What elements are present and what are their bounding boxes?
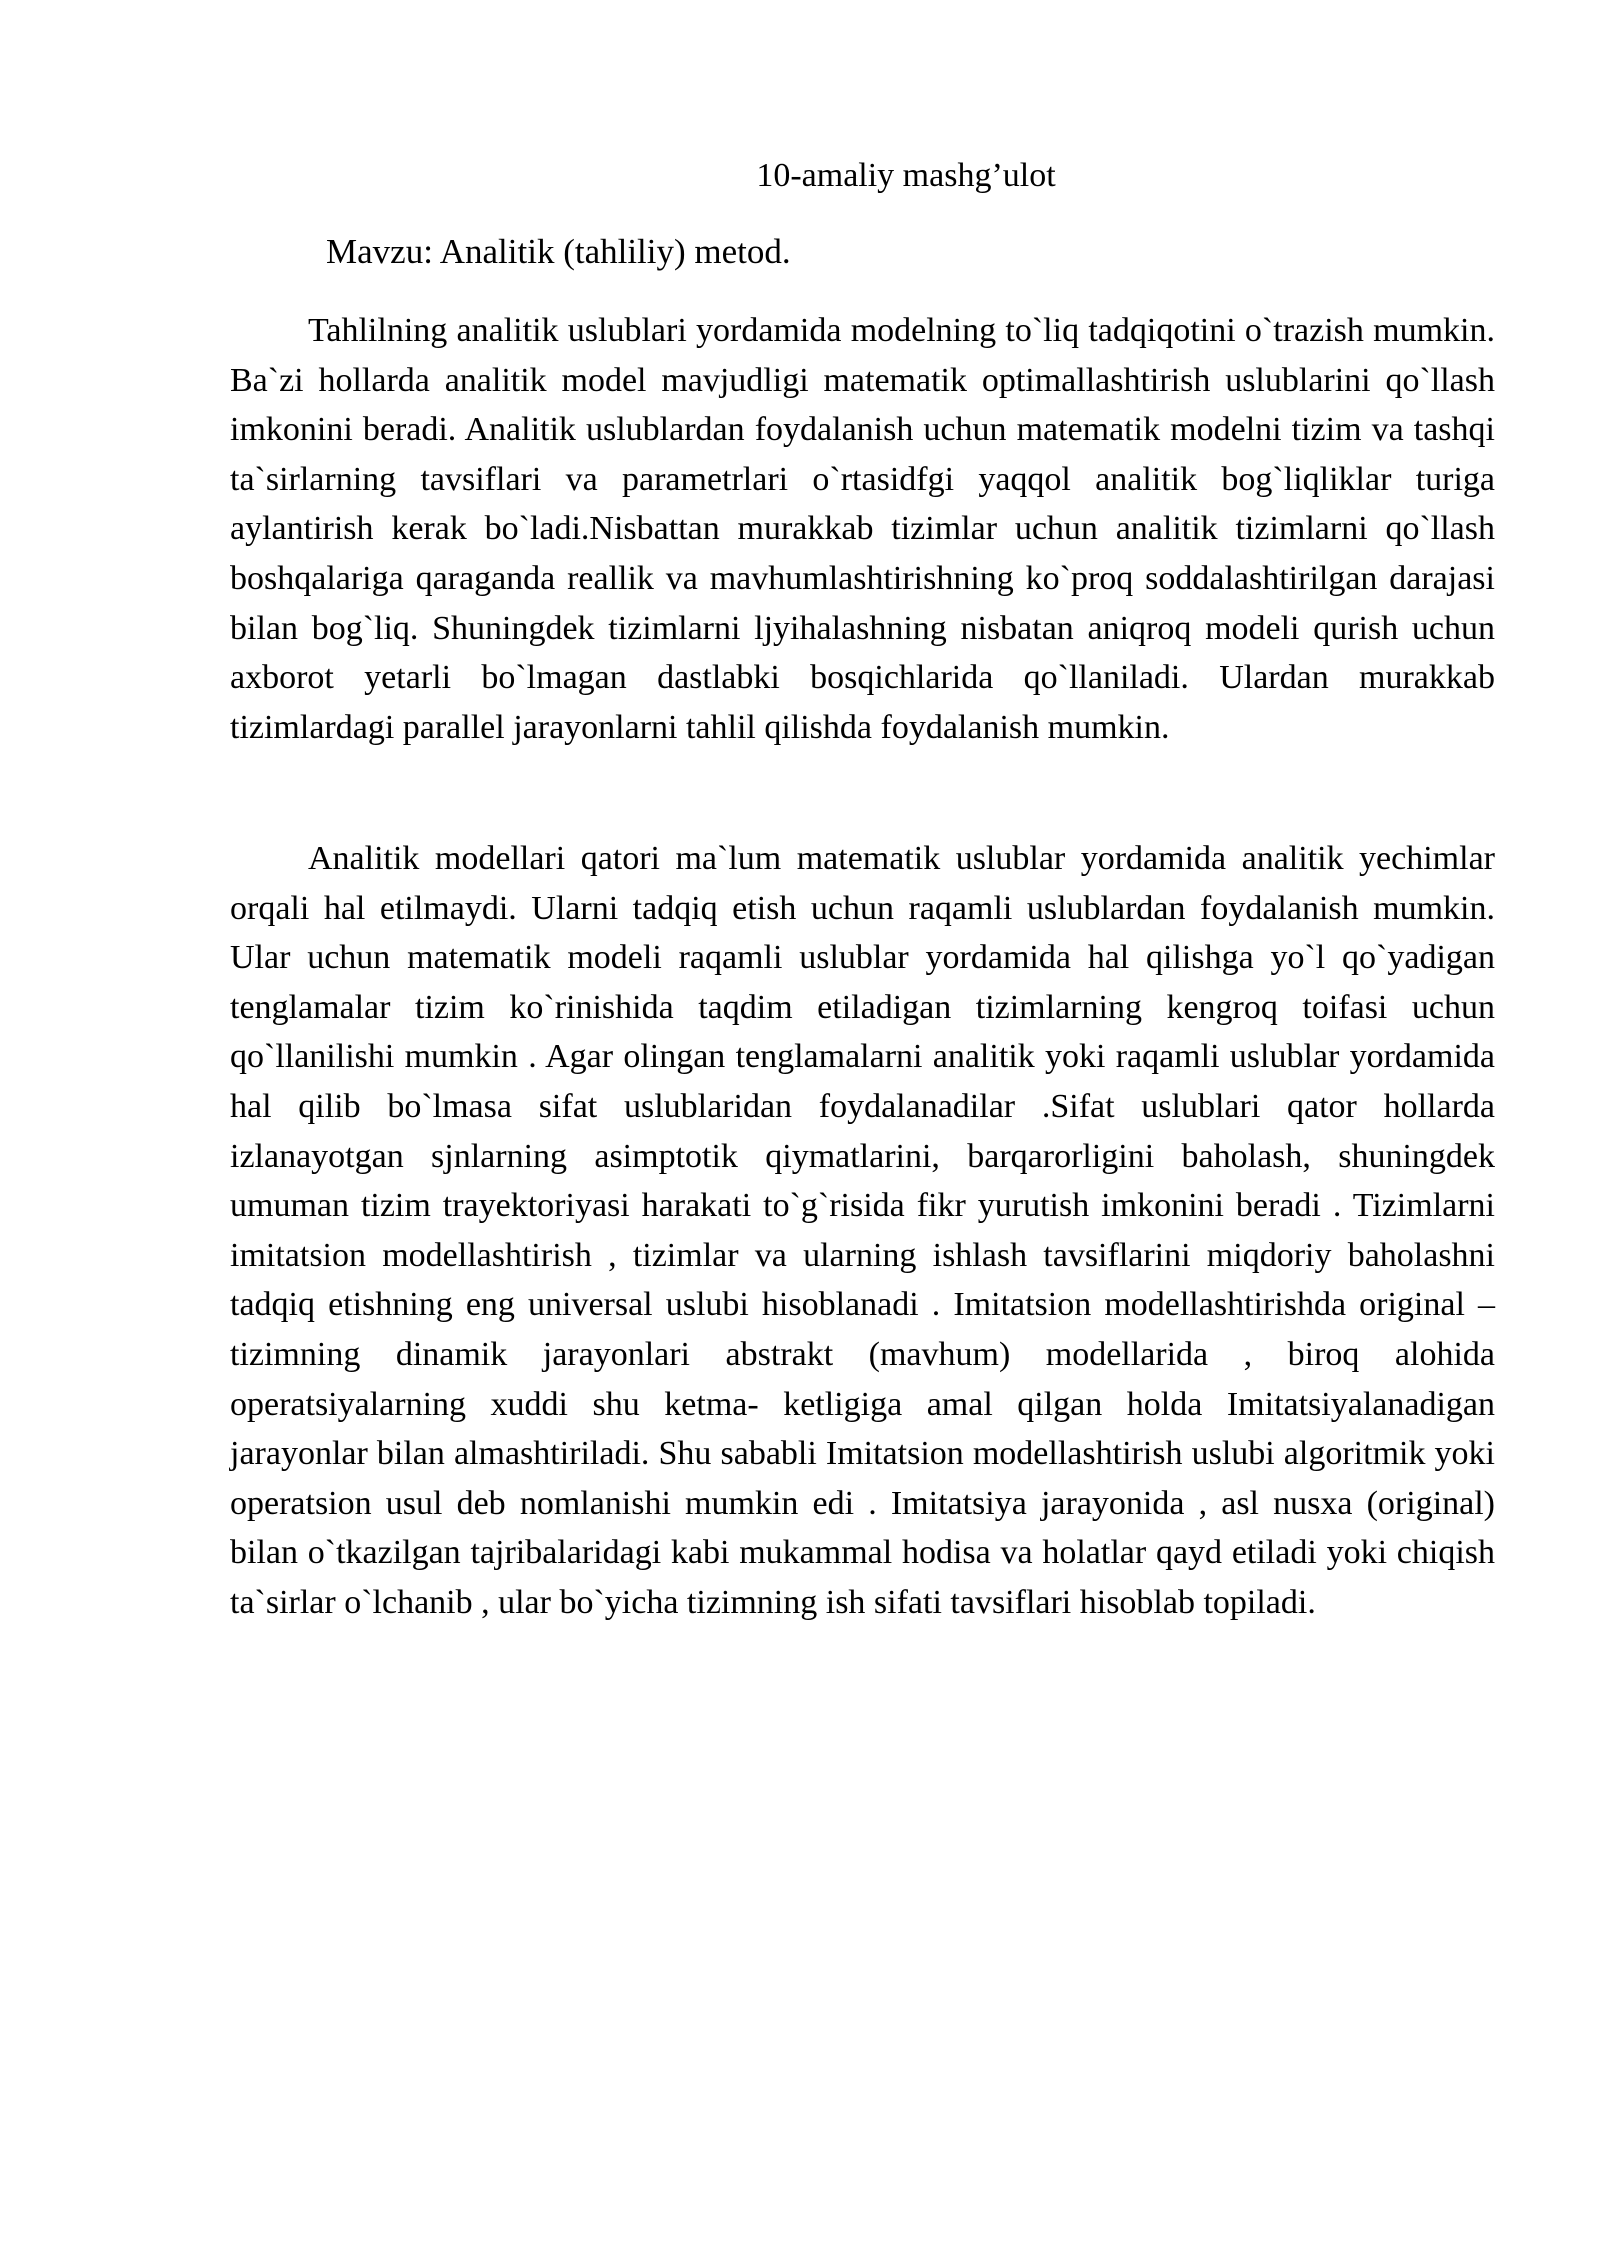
- paragraph-2: Analitik modellari qatori ma`lum matematik uslublar yordamida analitik yechimlar orqali hal etilmaydi. Ularni tadqiq etish uchun raqamli uslublardan foydalanish mumkin. Ular uchun matematik modeli raqamli uslublar yordamida hal qilishga yo`l qo`yadigan tenglamalar tizim ko`rinishida taqdim etiladigan tizimlarning kengroq toifasi uchun qo`llanilishi mumkin . Agar olingan tenglamalarni analitik yoki raqamli uslublar yordamida hal qilib bo`lmasa sifat uslublaridan foydalanadilar .Sifat uslublari qator hollarda izlanayotgan sjnlarning asimptotik qiymatlarini, barqarorligini baholash, shuningdek umuman tizim trayektoriyasi harakati to`g`risida fikr yurutish imkonini beradi . Tizimlarni imitatsion modellashtirish , tizimlar va ularning ishlash tavsiflarini miqdoriy baholashni tadqiq etishning eng universal uslubi hisoblanadi . Imitatsion modellashtirishda original – tizimning dinamik jarayonlari abstrakt (mavhum) modellarida , biroq alohida operatsiyalarning xuddi shu ketma- ketligiga amal qilgan holda Imitatsiyalanadigan jarayonlar bilan almashtiriladi. Shu sababli Imitatsion modellashtirish uslubi algoritmik yoki operatsion usul deb nomlanishi mumkin edi . Imitatsiya jarayonida , asl nusxa (original) bilan o`tkazilgan tajribalaridagi kabi mukammal hodisa va holatlar qayd etiladi yoki chiqish ta`sirlar o`lchanib , ular bo`yicha tizimning ish sifati tavsiflari hisoblab topiladi.: [230, 840, 1495, 1621]
- document-title: 10-amaliy mashg’ulot: [756, 157, 1056, 194]
- document-topic: Mavzu: Analitik (tahliliy) metod.: [326, 232, 791, 271]
- paragraph-1: Tahlilning analitik uslublari yordamida modelning to`liq tadqiqotini o`trazish mumkin. Ba`zi hollarda analitik model mavjudligi matematik optimallashtirish uslublarini qo`llash imkonini beradi. Analitik uslublardan foydalanish uchun matematik modelni tizim va tashqi ta`sirlarning tavsiflari va parametrlari o`rtasidfgi yaqqol analitik bog`liqliklar turiga aylantirish kerak bo`ladi.Nisbattan murakkab tizimlar uchun analitik tizimlarni qo`llash boshqalariga qaraganda reallik va mavhumlashtirishning ko`proq soddalashtirilgan darajasi bilan bog`liq. Shuningdek tizimlarni ljyihalashning nisbatan aniqroq modeli qurish uchun axborot yetarli bo`lmagan dastlabki bosqichlarida qo`llaniladi. Ulardan murakkab tizimlardagi parallel jarayonlarni tahlil qilishda foydalanish mumkin.: [230, 312, 1495, 746]
